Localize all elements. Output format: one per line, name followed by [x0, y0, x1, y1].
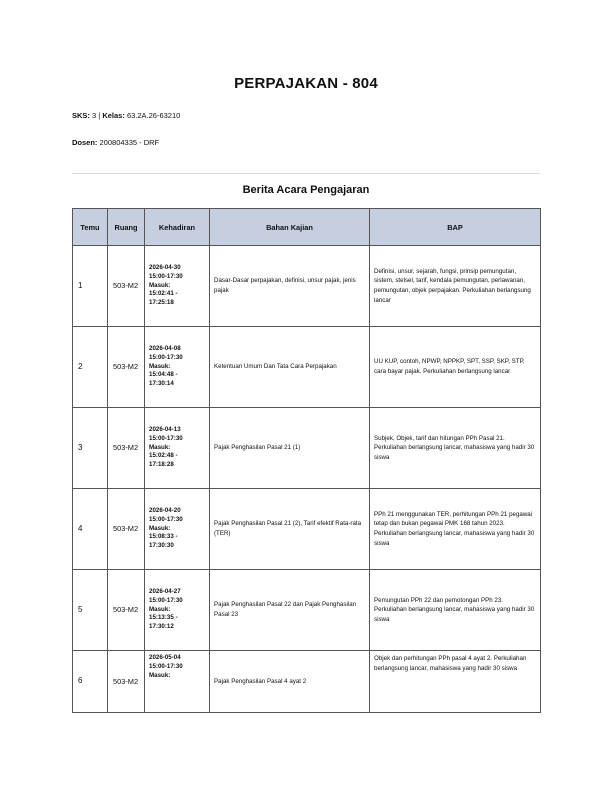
cell-kehadiran [145, 246, 210, 327]
cell-kehadiran [145, 408, 210, 489]
kehadiran-line: Masuk: [149, 605, 171, 613]
header-ruang: Ruang [108, 209, 145, 246]
table-row [73, 570, 541, 651]
header-bap: BAP [370, 209, 541, 246]
kehadiran-line: Masuk: [149, 671, 171, 679]
kehadiran-line: 15:00-17:30 [149, 434, 183, 442]
cell-bap: PPh 21 menggunakan TER, perhitungan PPh 21 pegawai tetap dan bukan pegawai PMK 168 tahun 2023. Perkuliahan berlangsung lancar, mahasiswa yang hadir 30 siswa [370, 489, 541, 570]
cell-ruang: 503-M2 [108, 651, 145, 713]
kehadiran-line: 2026-05-04 [149, 654, 181, 661]
cell-bahan-kajian: Pajak Penghasilan Pasal 22 dan Pajak Penghasilan Pasal 23 [210, 570, 370, 651]
dosen-label: Dosen: [72, 138, 98, 147]
cell-bap: Subjek, Objek, tarif dan hitungan PPh Pasal 21. Perkuliahan berlangsung lancar, mahasiswa yang hadir 30 siswa [370, 408, 541, 489]
cell-bahan-kajian: Dasar-Dasar perpajakan, definisi, unsur pajak, jenis pajak [210, 246, 370, 327]
kehadiran-line: Masuk: [149, 281, 171, 289]
cell-kehadiran [145, 651, 210, 713]
kehadiran-line: 17:18:28 [149, 461, 174, 469]
table-row [73, 651, 541, 713]
kehadiran-line: 15:02:41 - [149, 290, 178, 298]
kehadiran-line: 17:30:30 [149, 542, 174, 550]
cell-bahan-kajian: Pajak Penghasilan Pasal 4 ayat 2 [210, 651, 370, 713]
kehadiran-line: 17:30:12 [149, 623, 174, 631]
cell-ruang: 503-M2 [108, 570, 145, 651]
course-info [72, 111, 180, 120]
kehadiran-line: 2026-04-08 [149, 344, 181, 352]
cell-kehadiran [145, 570, 210, 651]
kehadiran-line: 15:08:33 - [149, 533, 178, 541]
table-row [73, 408, 541, 489]
kehadiran-line: 15:00-17:30 [149, 596, 183, 604]
cell-bap: Objek dan perhitungan PPh pasal 4 ayat 2. Perkuliahan berlangsung lancar, mahasiswa yang hadir 30 siswa [370, 651, 541, 713]
kehadiran-line: 15:04:48 - [149, 371, 178, 379]
kehadiran-line: 15:02:48 - [149, 452, 178, 460]
kehadiran-line: 17:25:18 [149, 299, 174, 307]
sks-label: SKS: [72, 111, 90, 120]
cell-bap: Pemungutan PPh 22 dan pemotongan PPh 23. Perkuliahan berlangsung lancar, mahasiswa yang hadir 30 siswa [370, 570, 541, 651]
kehadiran-line: 2026-04-13 [149, 425, 181, 433]
kehadiran-line: 15:00-17:30 [149, 515, 183, 523]
cell-kehadiran [145, 327, 210, 408]
page-title: PERPAJAKAN - 804 [234, 75, 378, 92]
cell-ruang: 503-M2 [108, 327, 145, 408]
kehadiran-line: 15:00-17:30 [149, 272, 183, 280]
cell-temu: 6 [73, 651, 108, 713]
lecturer-info [72, 138, 159, 147]
header-bahan-kajian: Bahan Kajian [210, 209, 370, 246]
header-temu: Temu [73, 209, 108, 246]
table-header-row [73, 209, 541, 246]
kehadiran-line: 15:00-17:30 [149, 662, 183, 670]
cell-ruang: 503-M2 [108, 489, 145, 570]
dosen-value: 200804335 - DRF [99, 138, 160, 147]
cell-bap: Definisi, unsur, sejarah, fungsi, prinsip pemungutan, sistem, stelsel, tarif, kendala pemungutan, perlawanan, pemungutan, objek perpajakan. Perkuliahan berlangsung lancar [370, 246, 541, 327]
cell-temu: 2 [73, 327, 108, 408]
kehadiran-line: 2026-04-30 [149, 263, 181, 271]
separator: | [98, 111, 101, 120]
table-row [73, 327, 541, 408]
teaching-log-table [72, 208, 541, 713]
cell-temu: 4 [73, 489, 108, 570]
header-kehadiran: Kehadiran [145, 209, 210, 246]
kehadiran-line: Masuk: [149, 524, 171, 532]
kehadiran-line: 2026-04-20 [149, 506, 181, 514]
cell-bahan-kajian: Pajak Penghasilan Pasal 21 (2), Tarif efektif Rata-rata (TER) [210, 489, 370, 570]
sks-value: 3 [92, 111, 97, 120]
kehadiran-line: 15:13:35 - [149, 614, 178, 622]
table-row [73, 489, 541, 570]
kehadiran-line: 17:30:14 [149, 380, 174, 388]
kelas-label: Kelas: [102, 111, 125, 120]
kehadiran-line: Masuk: [149, 443, 171, 451]
cell-kehadiran [145, 489, 210, 570]
cell-temu: 1 [73, 246, 108, 327]
cell-ruang: 503-M2 [108, 408, 145, 489]
cell-bahan-kajian: Ketentuan Umum Dan Tata Cara Perpajakan [210, 327, 370, 408]
cell-bap: UU KUP, contoh, NPWP, NPPKP, SPT, SSP, SKP, STP, cara bayar pajak. Perkuliahan berlangsung lancar [370, 327, 541, 408]
section-title: Berita Acara Pengajaran [242, 184, 370, 196]
kehadiran-line: 2026-04-27 [149, 587, 181, 595]
cell-temu: 3 [73, 408, 108, 489]
kelas-value: 63.2A.26-63210 [126, 111, 181, 120]
cell-temu: 5 [73, 570, 108, 651]
cell-ruang: 503-M2 [108, 246, 145, 327]
kehadiran-line: 15:00-17:30 [149, 353, 183, 361]
table-row [73, 246, 541, 327]
kehadiran-line: Masuk: [149, 362, 171, 370]
cell-bahan-kajian: Pajak Penghasilan Pasal 21 (1) [210, 408, 370, 489]
divider [72, 173, 540, 174]
